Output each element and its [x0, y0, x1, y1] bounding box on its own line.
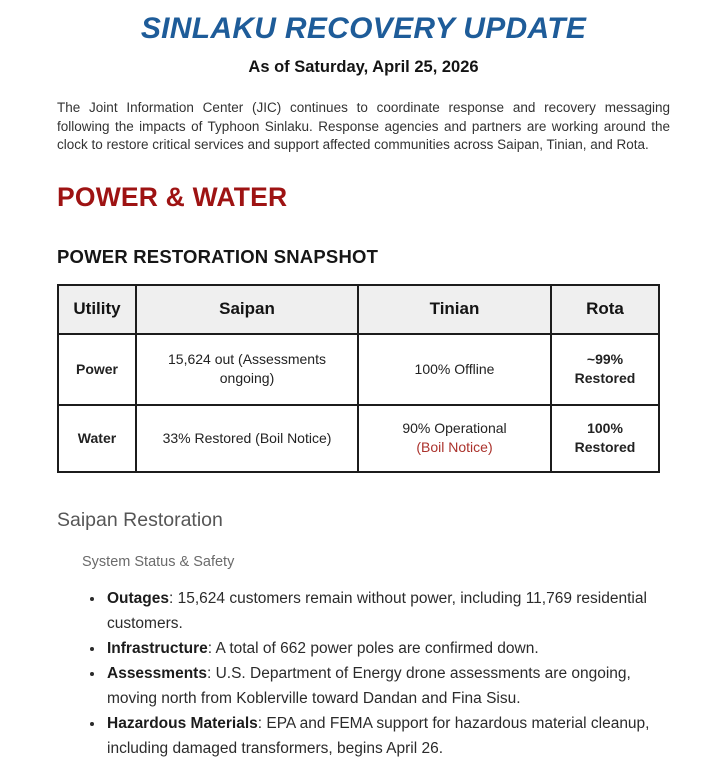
- section-heading-power-water: POWER & WATER: [57, 181, 288, 212]
- water-tinian-status: [358, 405, 551, 472]
- list-item-hazardous-materials: [105, 711, 650, 761]
- list-item-outages: [105, 586, 650, 636]
- bullet-text: : A total of 662 power poles are confirmed down.: [207, 639, 539, 657]
- power-restoration-table: [57, 284, 660, 473]
- bullet-label: Infrastructure: [107, 639, 208, 657]
- bullet-text: : U.S. Department of Energy drone assessments are ongoing, moving north from Koblerville toward Dandan and Fina Sisu.: [107, 664, 631, 707]
- power-saipan-status: 15,624 out (Assessments ongoing): [136, 334, 358, 405]
- bullet-label: Assessments: [107, 664, 207, 682]
- table-row-power: [58, 334, 659, 405]
- subsection-heading-saipan-restoration: Saipan Restoration: [57, 508, 223, 531]
- subheading-system-status-safety: System Status & Safety: [82, 553, 235, 570]
- table-title-power-restoration: POWER RESTORATION SNAPSHOT: [57, 245, 379, 267]
- table-row-water: [58, 405, 659, 472]
- bullet-text: : 15,624 customers remain without power, including 11,769 residential customers.: [107, 589, 647, 632]
- water-tinian-status-line2: (Boil Notice): [416, 439, 493, 455]
- power-tinian-status: 100% Offline: [358, 334, 551, 405]
- bullet-label: Hazardous Materials: [107, 714, 258, 732]
- bullet-label: Outages: [107, 589, 170, 607]
- col-header-utility: Utility: [58, 285, 136, 334]
- power-row-label: Power: [58, 334, 136, 405]
- water-rota-status: 100% Restored: [551, 405, 659, 472]
- water-row-label: Water: [58, 405, 136, 472]
- water-saipan-status: 33% Restored (Boil Notice): [136, 405, 358, 472]
- water-tinian-status-line1: 90% Operational: [402, 420, 507, 436]
- col-header-rota: Rota: [551, 285, 659, 334]
- col-header-tinian: Tinian: [358, 285, 551, 334]
- bullet-text: : EPA and FEMA support for hazardous material cleanup, including damaged transformers, begins April 26.: [107, 714, 650, 757]
- table-header-row: [58, 285, 659, 334]
- col-header-saipan: Saipan: [136, 285, 358, 334]
- list-item-infrastructure: [105, 636, 650, 661]
- date-line: As of Saturday, April 25, 2026: [248, 58, 479, 76]
- page-title: SINLAKU RECOVERY UPDATE: [140, 12, 587, 45]
- status-bullet-list: [57, 586, 650, 761]
- list-item-assessments: [105, 661, 650, 711]
- power-rota-status: ~99% Restored: [551, 334, 659, 405]
- intro-paragraph: The Joint Information Center (JIC) continues to coordinate response and recovery messaging following the impacts of Typhoon Sinlaku. Response agencies and partners are working around the clock to restore critical services and support affected communities across Saipan, Tinian, and Rota.: [57, 100, 670, 152]
